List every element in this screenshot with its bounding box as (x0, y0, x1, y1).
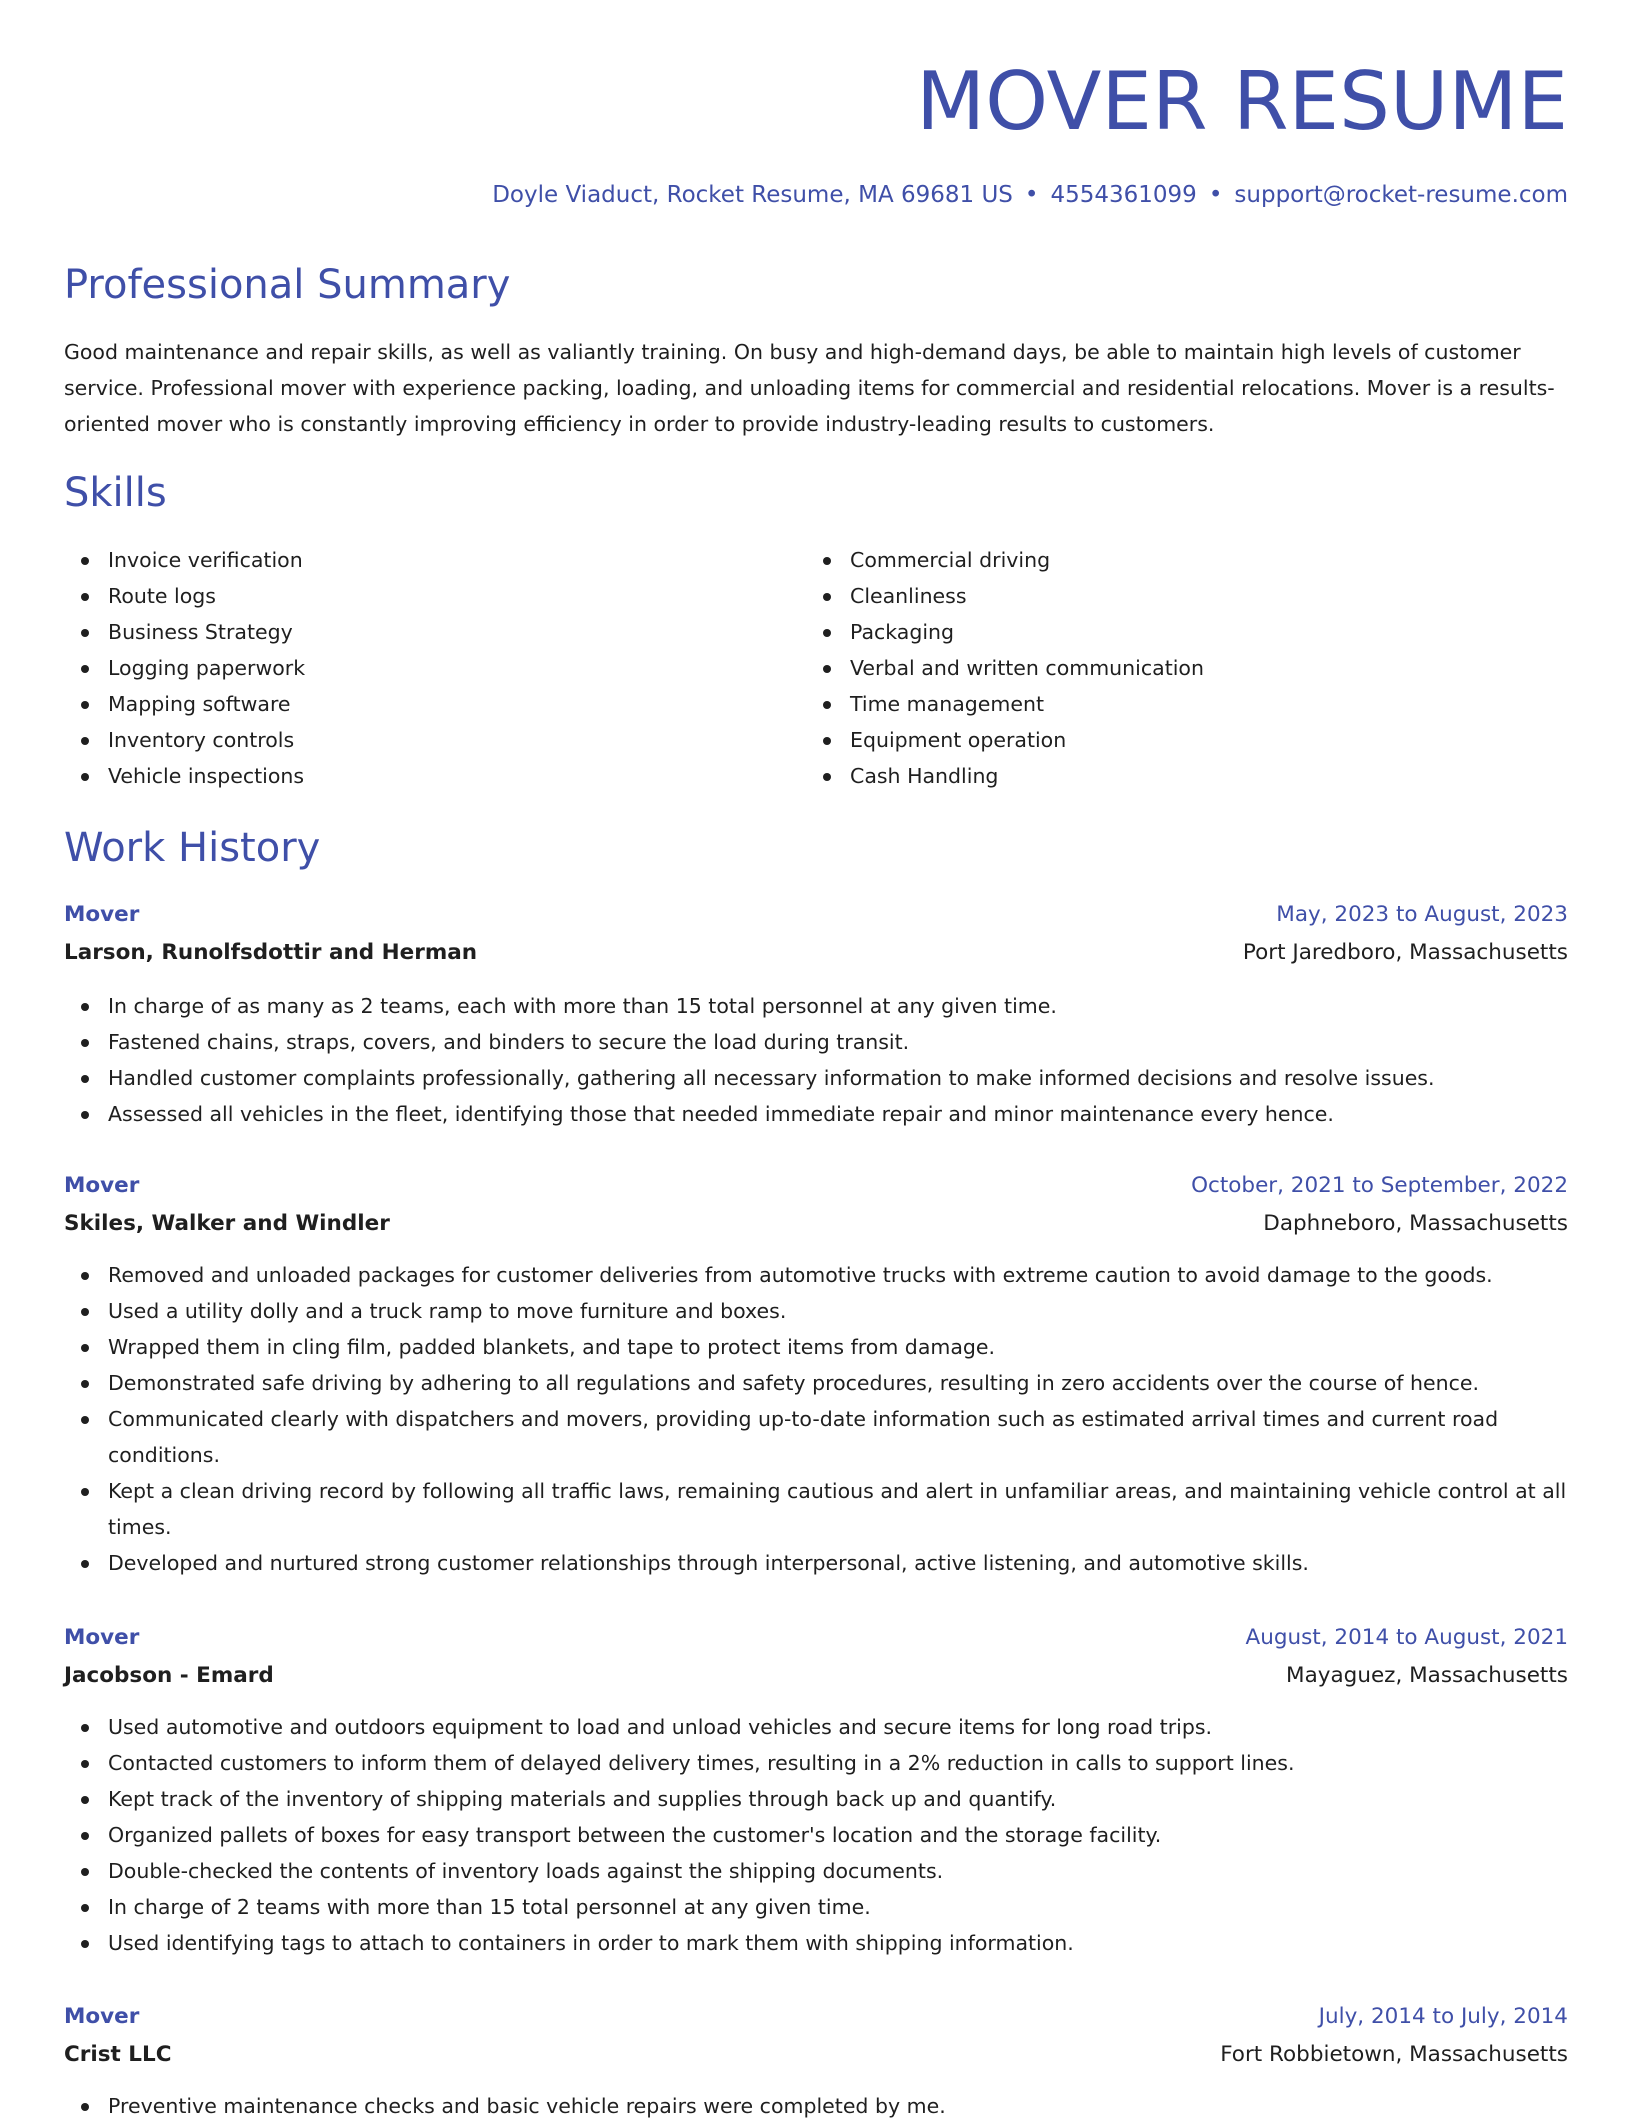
job-bullet: Developed and nurtured strong customer relationships through interpersonal, active listening, and automotive skills. (64, 1545, 1568, 1581)
job-bullet: Used automotive and outdoors equipment to load and unload vehicles and secure items for long road trips. (64, 1709, 1568, 1745)
skill-item: Time management (806, 686, 1506, 722)
summary-text: Good maintenance and repair skills, as well as valiantly training. On busy and high-demand days, be able to maintain high levels of customer service. Professional mover with experience packing, loading, and unloading items for commercial and residential relocations. Mover is a results-oriented mover who is constantly improving efficiency in order to provide industry-leading results to customers. (64, 340, 1555, 436)
skill-item: Vehicle inspections (64, 758, 764, 794)
job-company: Crist LLC (64, 2042, 172, 2067)
skill-item: Invoice verification (64, 542, 764, 578)
job-entry (64, 1167, 1568, 1581)
job-bullet: Used a utility dolly and a truck ramp to move furniture and boxes. (64, 1293, 1568, 1329)
job-bullet: Demonstrated safe driving by adhering to all regulations and safety procedures, resulting in zero accidents over the course of hence. (64, 1365, 1568, 1401)
job-entry (64, 896, 1568, 1132)
resume-title: MOVER RESUME (916, 55, 1568, 148)
contact-separator: • (1208, 182, 1223, 208)
job-bullet: Double-checked the contents of inventory loads against the shipping documents. (64, 1853, 1568, 1889)
job-bullet: Organized pallets of boxes for easy transport between the customer's location and the storage facility. (64, 1817, 1568, 1853)
skill-item: Verbal and written communication (806, 650, 1506, 686)
job-title: Mover (64, 1173, 140, 1198)
job-bullet: Contacted customers to inform them of delayed delivery times, resulting in a 2% reduction in calls to support lines. (64, 1745, 1568, 1781)
job-bullet: Handled customer complaints professionally, gathering all necessary information to make informed decisions and resolve issues. (64, 1060, 1568, 1096)
job-bullet: Kept a clean driving record by following all traffic laws, remaining cautious and alert in unfamiliar areas, and maintaining vehicle control at all times. (64, 1473, 1568, 1545)
phone: 4554361099 (1050, 182, 1197, 208)
job-bullet: Communicated clearly with dispatchers and movers, providing up-to-date information such as estimated arrival times and current road conditions. (64, 1401, 1568, 1473)
contact-separator: • (1024, 182, 1039, 208)
job-dates: October, 2021 to September, 2022 (1191, 1173, 1568, 1198)
skills-heading: Skills (64, 470, 167, 516)
job-bullet: Removed and unloaded packages for customer deliveries from automotive trucks with extreme caution to avoid damage to the goods. (64, 1257, 1568, 1293)
job-title: Mover (64, 2004, 140, 2029)
skill-item: Packaging (806, 614, 1506, 650)
job-bullet: Used identifying tags to attach to containers in order to mark them with shipping information. (64, 1925, 1568, 1961)
job-entry (64, 1619, 1568, 1961)
job-bullets (64, 988, 1568, 1132)
job-company: Larson, Runolfsdottir and Herman (64, 940, 478, 965)
skill-item: Logging paperwork (64, 650, 764, 686)
job-location: Port Jaredboro, Massachusetts (1242, 940, 1568, 965)
job-dates: August, 2014 to August, 2021 (1245, 1625, 1568, 1650)
job-bullets (64, 1257, 1568, 1581)
work-history-heading: Work History (64, 825, 321, 871)
job-entry (64, 1998, 1568, 2124)
skill-item: Route logs (64, 578, 764, 614)
skill-item: Inventory controls (64, 722, 764, 758)
job-bullet: Kept track of the inventory of shipping materials and supplies through back up and quantify. (64, 1781, 1568, 1817)
skill-item: Equipment operation (806, 722, 1506, 758)
contact-line (492, 180, 1568, 210)
skill-item: Commercial driving (806, 542, 1506, 578)
job-company: Skiles, Walker and Windler (64, 1211, 390, 1236)
job-title: Mover (64, 1625, 140, 1650)
job-title: Mover (64, 902, 140, 927)
skill-item: Mapping software (64, 686, 764, 722)
skills-list-left (64, 542, 764, 794)
job-bullet: In charge of 2 teams with more than 15 total personnel at any given time. (64, 1889, 1568, 1925)
skill-item: Cleanliness (806, 578, 1506, 614)
address: Doyle Viaduct, Rocket Resume, MA 69681 US (492, 182, 1013, 208)
job-location: Daphneboro, Massachusetts (1263, 1211, 1568, 1236)
job-location: Mayaguez, Massachusetts (1286, 1663, 1568, 1688)
job-bullet: In charge of as many as 2 teams, each with more than 15 total personnel at any given time. (64, 988, 1568, 1024)
job-location: Fort Robbietown, Massachusetts (1220, 2042, 1568, 2067)
job-bullets (64, 1709, 1568, 1961)
job-company: Jacobson - Emard (64, 1663, 274, 1688)
skill-item: Business Strategy (64, 614, 764, 650)
job-bullet: Wrapped them in cling film, padded blankets, and tape to protect items from damage. (64, 1329, 1568, 1365)
job-bullets (64, 2088, 1568, 2124)
job-dates: May, 2023 to August, 2023 (1276, 902, 1568, 927)
job-bullet: Fastened chains, straps, covers, and binders to secure the load during transit. (64, 1024, 1568, 1060)
skills-list-right (806, 542, 1506, 794)
job-bullet: Assessed all vehicles in the fleet, identifying those that needed immediate repair and minor maintenance every hence. (64, 1096, 1568, 1132)
job-dates: July, 2014 to July, 2014 (1318, 2004, 1568, 2029)
summary-heading: Professional Summary (64, 262, 511, 308)
skill-item: Cash Handling (806, 758, 1506, 794)
job-bullet: Preventive maintenance checks and basic vehicle repairs were completed by me. (64, 2088, 1568, 2124)
email-link[interactable]: support@rocket-resume.com (1234, 182, 1568, 208)
